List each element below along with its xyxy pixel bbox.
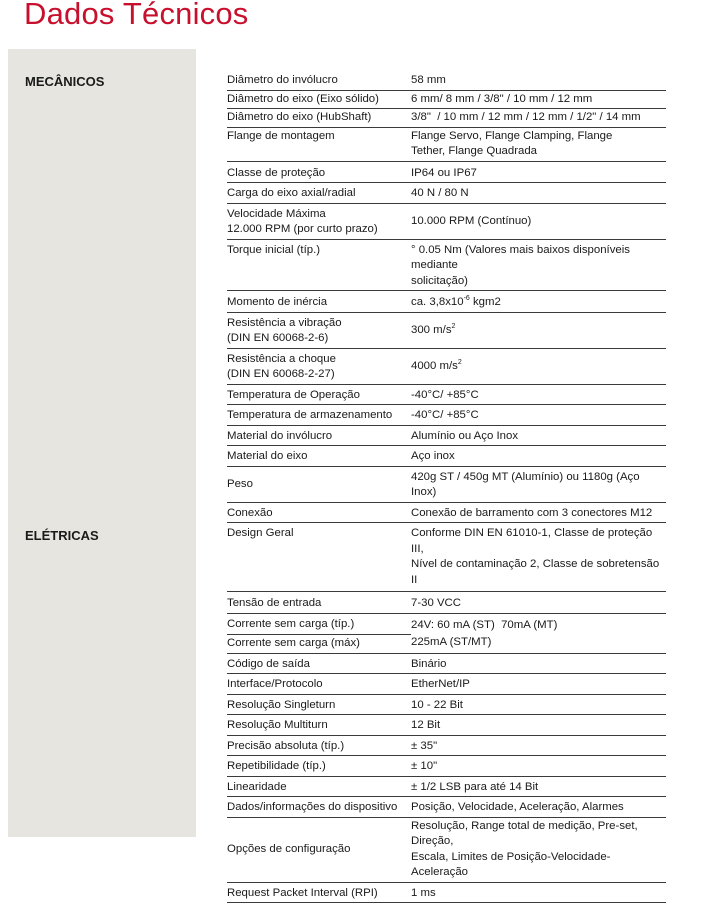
spec-value-text: ca. 3,8x10: [411, 296, 464, 308]
spec-value-line: Conforme DIN EN 61010-1, Classe de proteção III,: [411, 526, 666, 557]
spec-label: Diâmetro do invólucro: [227, 72, 411, 90]
spec-value: [411, 818, 666, 882]
spec-label: Carga do eixo axial/radial: [227, 185, 411, 203]
spec-label: Código de saída: [227, 656, 411, 674]
spec-value-text: 300 m/s: [411, 324, 452, 336]
spec-row: [227, 756, 666, 777]
spec-label: Request Packet Interval (RPI): [227, 885, 411, 903]
spec-label: Precisão absoluta (típ.): [227, 738, 411, 756]
spec-value: 6 mm/ 8 mm / 3/8" / 10 mm / 12 mm: [411, 91, 666, 109]
spec-label: Classe de proteção: [227, 165, 411, 183]
section-title-eletricas: ELÉTRICAS: [25, 528, 99, 543]
spec-value: -40°C/ +85°C: [411, 407, 666, 425]
spec-label: [227, 315, 411, 348]
spec-value: EtherNet/IP: [411, 676, 666, 694]
spec-row: [227, 426, 666, 447]
spec-row: [227, 674, 666, 695]
spec-value: 10 - 22 Bit: [411, 697, 666, 715]
spec-label-line: Corrente sem carga (máx): [227, 635, 411, 653]
spec-row: [227, 91, 666, 110]
spec-row: [227, 592, 666, 614]
spec-value: 10.000 RPM (Contínuo): [411, 213, 666, 231]
spec-value-line: ° 0.05 Nm (Valores mais baixos disponíveis mediante: [411, 243, 666, 274]
spec-row: [227, 204, 666, 240]
spec-value: Posição, Velocidade, Aceleração, Alarmes: [411, 799, 666, 817]
spec-value: 12 Bit: [411, 717, 666, 735]
spec-row: [227, 240, 666, 292]
section-sidebar-panel: [8, 49, 196, 837]
spec-label-line: Resistência a choque: [227, 352, 411, 368]
spec-label: Diâmetro do eixo (HubShaft): [227, 109, 411, 127]
spec-row: [227, 503, 666, 524]
spec-label: [227, 351, 411, 384]
spec-value-line: 225mA (ST/MT): [411, 634, 666, 652]
spec-row: [227, 313, 666, 349]
spec-value-text: 4000 m/s: [411, 360, 458, 372]
spec-label: Linearidade: [227, 779, 411, 797]
spec-label: [227, 206, 411, 239]
spec-row: [227, 109, 666, 128]
spec-row: [227, 128, 666, 162]
spec-value-line: Flange Servo, Flange Clamping, Flange: [411, 129, 666, 145]
spec-label: Temperatura de armazenamento: [227, 407, 411, 425]
spec-row: [227, 385, 666, 406]
spec-label-line: Velocidade Máxima: [227, 207, 411, 223]
spec-label: Material do invólucro: [227, 428, 411, 446]
spec-label: Peso: [227, 476, 411, 494]
spec-row: [227, 695, 666, 716]
spec-row: [227, 405, 666, 426]
spec-value: ± 1/2 LSB para até 14 Bit: [411, 779, 666, 797]
spec-value-line: solicitação): [411, 274, 666, 290]
spec-value: [411, 322, 666, 340]
spec-value-line: Nível de contaminação 2, Classe de sobretensão II: [411, 557, 666, 588]
spec-row: [227, 736, 666, 757]
spec-row: [227, 715, 666, 736]
spec-label: Dados/informações do dispositivo: [227, 799, 411, 817]
spec-row: [227, 183, 666, 204]
spec-label-line: (DIN EN 60068-2-27): [227, 367, 411, 383]
spec-row: [227, 72, 666, 91]
spec-label: Tensão de entrada: [227, 595, 411, 613]
spec-row: [227, 165, 666, 184]
spec-value-superscript: 2: [458, 359, 462, 366]
spec-value: [411, 358, 666, 376]
spec-row: [227, 818, 666, 883]
spec-table-eletricas: [227, 525, 666, 903]
spec-value-unit: kgm2: [470, 296, 501, 308]
spec-value-line: 24V: 60 mA (ST) 70mA (MT): [411, 617, 666, 635]
spec-label: [227, 616, 411, 652]
spec-value: Alumínio ou Aço Inox: [411, 428, 666, 446]
spec-label: Torque inicial (típ.): [227, 242, 411, 260]
spec-label: Conexão: [227, 505, 411, 523]
page-title: Dados Técnicos: [24, 0, 249, 32]
spec-value: ± 10": [411, 758, 666, 776]
spec-value: Binário: [411, 656, 666, 674]
spec-value-line: Escala, Limites de Posição-Velocidade-Aceleração: [411, 850, 666, 881]
spec-row: [227, 614, 666, 654]
spec-value: 58 mm: [411, 72, 666, 90]
spec-value: -40°C/ +85°C: [411, 387, 666, 405]
spec-value: [411, 242, 666, 291]
spec-label: Flange de montagem: [227, 128, 411, 146]
spec-row: [227, 654, 666, 675]
spec-value: [411, 294, 666, 312]
spec-value: 1 ms: [411, 885, 666, 903]
spec-label: Interface/Protocolo: [227, 676, 411, 694]
spec-value: [411, 616, 666, 653]
spec-value: 420g ST / 450g MT (Alumínio) ou 1180g (Aço Inox): [411, 469, 666, 502]
spec-label: Resolução Singleturn: [227, 697, 411, 715]
spec-table-mecanicos: [227, 72, 666, 523]
spec-label-line: Corrente sem carga (típ.): [227, 616, 411, 635]
spec-label: Material do eixo: [227, 448, 411, 466]
spec-label-line: Resistência a vibração: [227, 316, 411, 332]
spec-value: [411, 128, 666, 161]
spec-label-line: (DIN EN 60068-2-6): [227, 331, 411, 347]
spec-label: Repetibilidade (típ.): [227, 758, 411, 776]
spec-value: 3/8" / 10 mm / 12 mm / 12 mm / 1/2" / 14 mm: [411, 109, 666, 127]
spec-value: ± 35": [411, 738, 666, 756]
spec-value: IP64 ou IP67: [411, 165, 666, 183]
spec-row: [227, 446, 666, 467]
spec-value: 7-30 VCC: [411, 595, 666, 613]
spec-value-line: Tether, Flange Quadrada: [411, 144, 666, 160]
spec-row: [227, 525, 666, 592]
spec-label: Resolução Multiturn: [227, 717, 411, 735]
spec-value: Aço inox: [411, 448, 666, 466]
spec-row: [227, 797, 666, 818]
spec-row: [227, 883, 666, 903]
spec-label: Diâmetro do eixo (Eixo sólido): [227, 91, 411, 109]
spec-label: Design Geral: [227, 525, 411, 543]
spec-label: Temperatura de Operação: [227, 387, 411, 405]
spec-value: 40 N / 80 N: [411, 185, 666, 203]
spec-row: [227, 777, 666, 798]
spec-label: Opções de configuração: [227, 841, 411, 859]
spec-row: [227, 467, 666, 503]
spec-row: [227, 349, 666, 385]
spec-value: Conexão de barramento com 3 conectores M12: [411, 505, 666, 523]
spec-value-line: Resolução, Range total de medição, Pre-set, Direção,: [411, 819, 666, 850]
spec-value: [411, 525, 666, 589]
section-title-mecanicos: MECÂNICOS: [25, 74, 104, 89]
spec-label: Momento de inércia: [227, 294, 411, 312]
spec-value-superscript: -6: [464, 295, 470, 302]
spec-value-superscript: 2: [452, 323, 456, 330]
spec-row: [227, 291, 666, 313]
spec-label-line: 12.000 RPM (por curto prazo): [227, 222, 411, 238]
